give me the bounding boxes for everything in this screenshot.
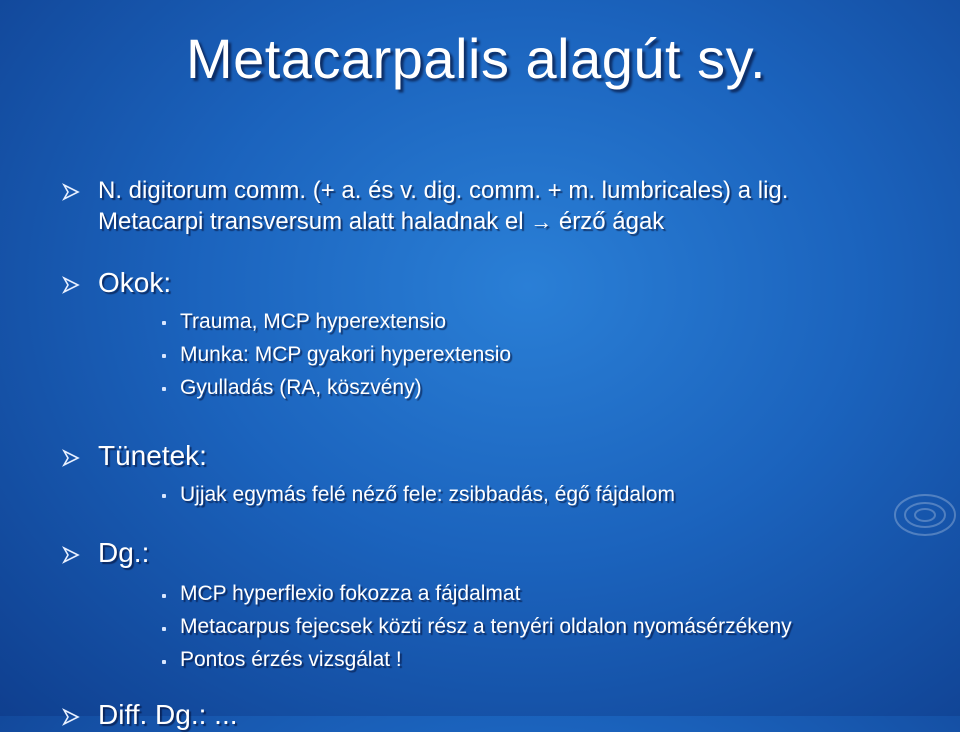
bullet-1-line2: [98, 206, 664, 237]
tunetek-item-1: Ujjak egymás felé néző fele: zsibbadás, égő fájdalom: [180, 483, 675, 506]
arrowhead-bullet-icon: [62, 276, 80, 294]
bullet-1-line1: N. digitorum comm. (+ a. és v. dig. comm. + m. lumbricales) a lig.: [98, 177, 789, 204]
sub-bullet-dot: [162, 387, 166, 391]
bullet-1-line2-post: érző ágak: [552, 208, 665, 235]
decorative-swirl: [880, 470, 960, 560]
arrowhead-bullet-icon: [62, 546, 80, 564]
tunetek-label: Tünetek:: [98, 440, 207, 471]
arrowhead-bullet-icon: [62, 708, 80, 726]
sub-bullet-dot: [162, 627, 166, 631]
sub-bullet-dot: [162, 494, 166, 498]
arrowhead-bullet-icon: [62, 449, 80, 467]
okok-label: Okok:: [98, 267, 172, 298]
bullet-1-line2-pre: Metacarpi transversum alatt haladnak el: [98, 208, 531, 235]
dg-item-1: MCP hyperflexio fokozza a fájdalmat: [180, 582, 521, 605]
okok-item-3: Gyulladás (RA, köszvény): [180, 376, 422, 399]
dg-item-2: Metacarpus fejecsek közti rész a tenyéri oldalon nyomásérzékeny: [180, 615, 792, 638]
sub-bullet-dot: [162, 594, 166, 598]
arrowhead-bullet-icon: [62, 183, 80, 201]
sub-bullet-dot: [162, 321, 166, 325]
dg-item-3: Pontos érzés vizsgálat !: [180, 648, 402, 671]
dg-label: Dg.:: [98, 537, 150, 568]
sub-bullet-dot: [162, 660, 166, 664]
diff-dg-label: Diff. Dg.: ...: [98, 699, 238, 730]
slide-title: Metacarpalis alagút sy.: [186, 27, 767, 90]
okok-item-2: Munka: MCP gyakori hyperextensio: [180, 343, 512, 366]
okok-item-1: Trauma, MCP hyperextensio: [180, 310, 447, 333]
right-arrow-icon: →: [530, 209, 553, 234]
sub-bullet-dot: [162, 354, 166, 358]
